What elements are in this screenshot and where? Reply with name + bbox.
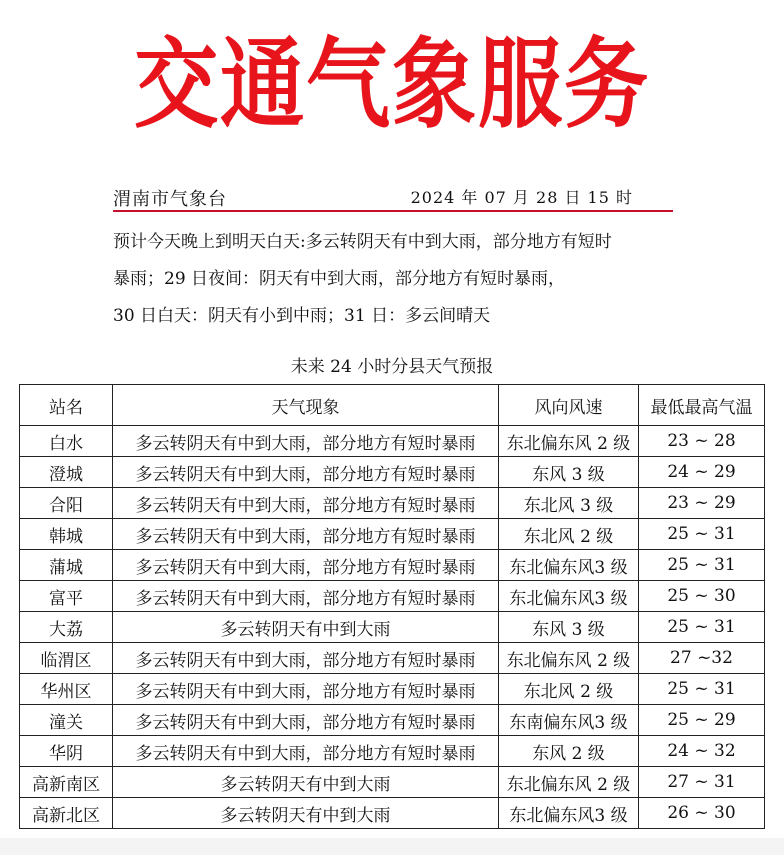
temperature-cell: 24 ~ 29 <box>639 457 765 488</box>
station-cell: 合阳 <box>20 488 113 519</box>
station-cell: 华州区 <box>20 674 113 705</box>
station-cell: 蒲城 <box>20 550 113 581</box>
wind-cell: 东北风 3 级 <box>499 488 639 519</box>
table-row <box>20 519 765 550</box>
header-station: 站名 <box>20 385 113 426</box>
weather-cell: 多云转阴天有中到大雨，部分地方有短时暴雨 <box>113 705 499 736</box>
summary-line: 预计今天晚上到明天白天:多云转阴天有中到大雨，部分地方有短时 <box>113 232 612 252</box>
station-cell: 韩城 <box>20 519 113 550</box>
wind-cell: 东风 3 级 <box>499 612 639 643</box>
bottom-strip <box>0 838 784 855</box>
table-header-row <box>20 385 765 426</box>
document-title: 交通气象服务 <box>133 28 650 142</box>
wind-cell: 东北偏东风3 级 <box>499 798 639 829</box>
summary-line: 暴雨；29 日夜间：阴天有中到大雨，部分地方有短时暴雨， <box>113 269 566 289</box>
weather-cell: 多云转阴天有中到大雨 <box>113 798 499 829</box>
station-cell: 高新北区 <box>20 798 113 829</box>
table-row <box>20 767 765 798</box>
weather-cell: 多云转阴天有中到大雨，部分地方有短时暴雨 <box>113 674 499 705</box>
temperature-cell: 27 ~32 <box>639 643 765 674</box>
forecast-summary <box>113 224 713 335</box>
weather-cell: 多云转阴天有中到大雨，部分地方有短时暴雨 <box>113 581 499 612</box>
table-title: 未来 24 小时分县天气预报 <box>290 357 494 377</box>
wind-cell: 东北偏东风 2 级 <box>499 643 639 674</box>
weather-cell: 多云转阴天有中到大雨，部分地方有短时暴雨 <box>113 426 499 457</box>
wind-cell: 东北偏东风3 级 <box>499 550 639 581</box>
table-row <box>20 581 765 612</box>
wind-cell: 东风 3 级 <box>499 457 639 488</box>
table-row <box>20 550 765 581</box>
station-cell: 白水 <box>20 426 113 457</box>
wind-cell: 东南偏东风3 级 <box>499 705 639 736</box>
weather-cell: 多云转阴天有中到大雨，部分地方有短时暴雨 <box>113 643 499 674</box>
wind-cell: 东北偏东风 2 级 <box>499 767 639 798</box>
weather-cell: 多云转阴天有中到大雨，部分地方有短时暴雨 <box>113 457 499 488</box>
wind-cell: 东风 2 级 <box>499 736 639 767</box>
table-row <box>20 612 765 643</box>
station-cell: 临渭区 <box>20 643 113 674</box>
weather-cell: 多云转阴天有中到大雨 <box>113 767 499 798</box>
wind-cell: 东北风 2 级 <box>499 674 639 705</box>
header-temperature: 最低最高气温 <box>639 385 765 426</box>
station-cell: 澄城 <box>20 457 113 488</box>
weather-cell: 多云转阴天有中到大雨 <box>113 612 499 643</box>
table-row <box>20 643 765 674</box>
table-row <box>20 736 765 767</box>
station-cell: 大荔 <box>20 612 113 643</box>
wind-cell: 东北偏东风 2 级 <box>499 426 639 457</box>
county-forecast-table <box>19 384 765 829</box>
issuing-organization: 渭南市气象台 <box>113 189 227 210</box>
weather-cell: 多云转阴天有中到大雨，部分地方有短时暴雨 <box>113 736 499 767</box>
table-row <box>20 674 765 705</box>
weather-cell: 多云转阴天有中到大雨，部分地方有短时暴雨 <box>113 488 499 519</box>
table-row <box>20 488 765 519</box>
table-row <box>20 457 765 488</box>
table-row <box>20 798 765 829</box>
temperature-cell: 25 ~ 29 <box>639 705 765 736</box>
header-weather: 天气现象 <box>113 385 499 426</box>
wind-cell: 东北偏东风3 级 <box>499 581 639 612</box>
station-cell: 潼关 <box>20 705 113 736</box>
table-row <box>20 426 765 457</box>
temperature-cell: 25 ~ 30 <box>639 581 765 612</box>
summary-line: 30 日白天：阴天有小到中雨；31 日：多云间晴天 <box>113 306 491 326</box>
temperature-cell: 26 ~ 30 <box>639 798 765 829</box>
station-cell: 高新南区 <box>20 767 113 798</box>
station-cell: 富平 <box>20 581 113 612</box>
temperature-cell: 25 ~ 31 <box>639 519 765 550</box>
temperature-cell: 24 ~ 32 <box>639 736 765 767</box>
header-wind: 风向风速 <box>499 385 639 426</box>
table-body <box>20 426 765 829</box>
header-line <box>113 182 673 212</box>
station-cell: 华阴 <box>20 736 113 767</box>
weather-cell: 多云转阴天有中到大雨，部分地方有短时暴雨 <box>113 519 499 550</box>
temperature-cell: 23 ~ 28 <box>639 426 765 457</box>
table-row <box>20 705 765 736</box>
temperature-cell: 27 ~ 31 <box>639 767 765 798</box>
temperature-cell: 23 ~ 29 <box>639 488 765 519</box>
temperature-cell: 25 ~ 31 <box>639 612 765 643</box>
wind-cell: 东北风 2 级 <box>499 519 639 550</box>
issue-datetime: 2024 年 07 月 28 日 15 时 <box>410 188 633 207</box>
temperature-cell: 25 ~ 31 <box>639 674 765 705</box>
temperature-cell: 25 ~ 31 <box>639 550 765 581</box>
weather-cell: 多云转阴天有中到大雨，部分地方有短时暴雨 <box>113 550 499 581</box>
